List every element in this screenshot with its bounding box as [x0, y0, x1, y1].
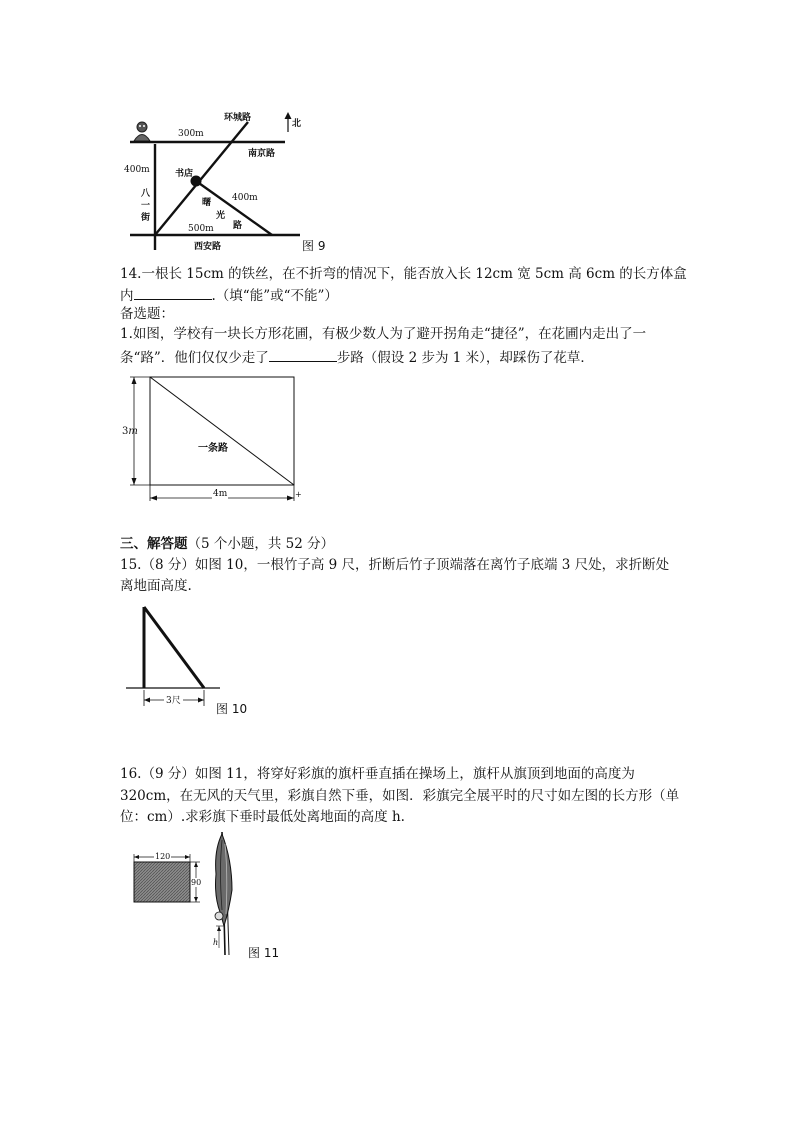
section-3-title: 三、解答题	[120, 536, 188, 552]
flowerbed-figure	[120, 370, 310, 505]
bookstore-label: 书店	[175, 169, 194, 179]
backup-q1-line-2-end: 步路（假设 2 步为 1 米），却踩伤了花草．	[336, 350, 594, 366]
ring-road-label: 环城路	[224, 113, 252, 123]
north-label: 北	[292, 119, 302, 129]
bamboo-broken-part	[144, 607, 204, 688]
flowerbed-side-number: 3	[122, 426, 129, 437]
question-15-line-2: 离地面高度.	[120, 578, 192, 594]
flowerbed-side-label	[122, 426, 138, 437]
figure-9	[120, 100, 360, 260]
backup-heading: 备选题：	[120, 306, 174, 322]
flowerbed-bottom-label: 4m	[213, 489, 228, 499]
flag-height-label: 90	[191, 878, 202, 887]
question-16-line-3: 位：cm）.求彩旗下垂时最低处离地面的高度 h.	[120, 809, 405, 825]
figure-9-caption: 图 9	[302, 239, 326, 253]
flag-drawing	[128, 830, 258, 960]
bayi-label-1: 八	[141, 189, 151, 199]
flowerbed-drawing	[120, 370, 310, 505]
question-16-line-1: 16.（9 分）如图 11，将穿好彩旗的旗杆垂直插在操场上，旗杆从旗顶到地面的高度为	[120, 766, 635, 782]
dist-400-left-label: 400m	[124, 165, 150, 175]
question-14-line-2-end: .（填“能”或“不能”）	[211, 288, 338, 304]
flowerbed-diagonal-path	[150, 377, 294, 485]
question-14-line-1: 14.一根长 15cm 的铁丝，在不折弯的情况下，能否放入长 12cm 宽 5cm 高 6cm 的长方体盒	[120, 266, 687, 282]
nanjing-road-label: 南京路	[248, 149, 276, 159]
flowerbed-path-label: 一条路	[198, 443, 228, 454]
figure-10-caption: 图 10	[216, 702, 248, 716]
backup-q1-line-2-start: 条“路”．他们仅仅少走了	[120, 350, 269, 366]
bayi-label-3: 街	[141, 213, 151, 223]
shuguang-label-2: 光	[216, 211, 226, 221]
person-icon	[134, 122, 150, 141]
question-14-line-2-start: 内	[120, 288, 134, 304]
shuguang-label-3: 路	[233, 221, 243, 231]
bamboo-dimension-label: 3尺	[164, 693, 183, 706]
section-3-heading	[120, 535, 334, 554]
figure-11-caption: 图 11	[248, 946, 280, 960]
dist-300-label: 300m	[178, 129, 204, 139]
flag-h-label: h	[213, 938, 219, 947]
shuguang-label-1: 曙	[202, 198, 212, 208]
figure-9-drawing	[120, 100, 360, 260]
backup-q1-answer-blank[interactable]	[269, 347, 337, 362]
flag-figure	[128, 830, 258, 960]
question-15-line-1: 15.（8 分）如图 10，一根竹子高 9 尺，折断后竹子顶端落在离竹子底端 3 尺处，求折断处	[120, 557, 670, 573]
dist-400-right-label: 400m	[232, 193, 258, 203]
question-14-answer-blank[interactable]	[134, 285, 212, 300]
backup-q1-line-2	[120, 347, 594, 368]
dist-500-label: 500m	[188, 224, 214, 234]
backup-q1-line-1: 1.如图，学校有一块长方形花圃，有极少数人为了避开拐角走“捷径”，在花圃内走出了一	[120, 326, 647, 342]
flag-width-label: 120	[155, 852, 171, 861]
question-16-line-2: 320cm，在无风的天气里，彩旗自然下垂，如图．彩旗完全展平时的尺寸如左图的长方形（单	[120, 788, 680, 804]
question-14-line-2	[120, 285, 338, 306]
flat-flag-rect	[134, 862, 190, 902]
flowerbed-end-mark: +	[295, 490, 302, 499]
xian-road-label: 西安路	[194, 242, 222, 252]
section-3-subtitle: （5 个小题，共 52 分）	[187, 536, 335, 552]
north-arrow-head	[285, 112, 292, 119]
flowerbed-side-unit: m	[128, 426, 138, 437]
bayi-label-2: 一	[141, 201, 151, 211]
